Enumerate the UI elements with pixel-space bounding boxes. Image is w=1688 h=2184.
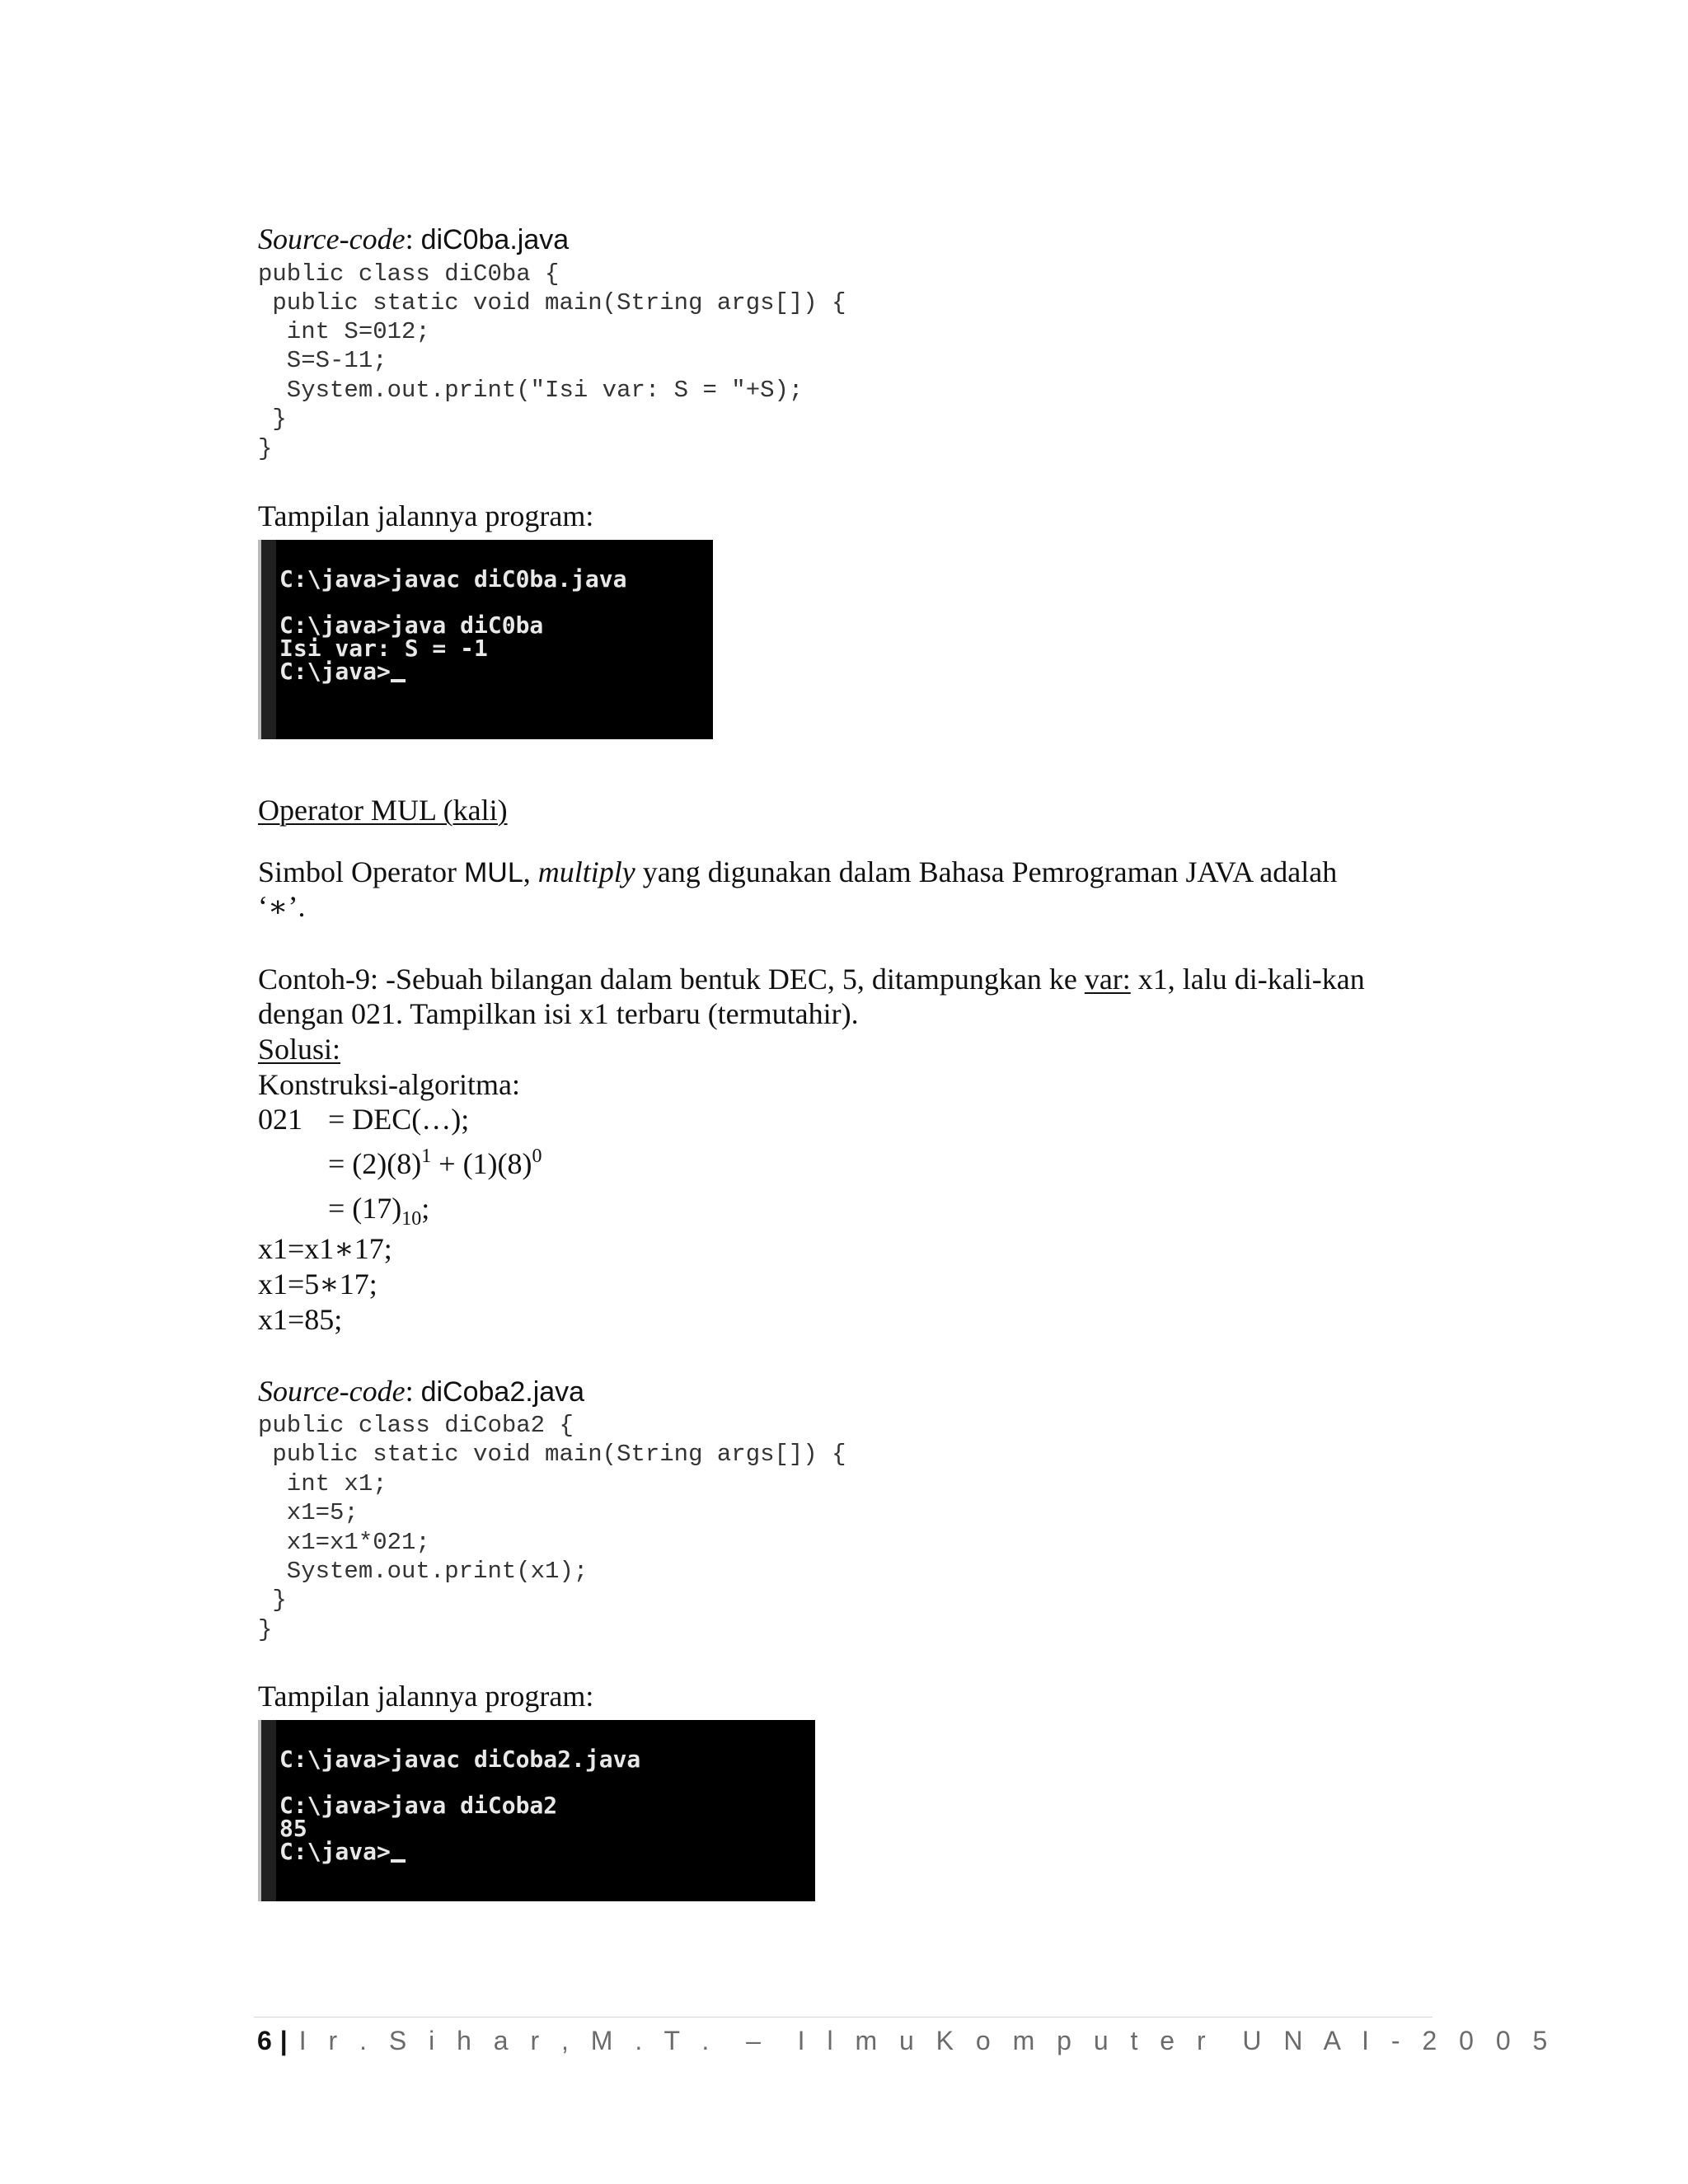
footer-divider [254, 2017, 1432, 2018]
code-line: public static void main(String args[]) { [258, 289, 846, 316]
source-caption-1 [258, 224, 569, 254]
code-line: int x1; [258, 1470, 387, 1497]
code-line: int S=012; [258, 318, 430, 345]
page-number: 6 [257, 2026, 272, 2055]
output-heading-1: Tampilan jalannya program: [258, 499, 594, 532]
algo-step [328, 1192, 430, 1230]
code-line: } [258, 1586, 287, 1614]
console-line: 85 [279, 1815, 307, 1842]
algo-step [328, 1146, 542, 1180]
console-line: Isi var: S = -1 [279, 635, 488, 662]
text-span: + (1)(8) [431, 1147, 532, 1180]
code-line: } [258, 1616, 273, 1643]
text-span: MUL [463, 857, 523, 888]
console-screenshot-2 [258, 1720, 815, 1901]
paragraph-line: dengan 021. Tampilkan isi x1 terbaru (termutahir). [258, 997, 859, 1030]
text-span: ; [421, 1192, 430, 1225]
superscript: 0 [532, 1146, 542, 1167]
console-prompt [279, 660, 406, 683]
code-line: public static void main(String args[]) { [258, 1441, 846, 1468]
console-line: C:\java>java diCoba2 [279, 1792, 558, 1819]
calc-line: x1=x1∗17; [258, 1232, 392, 1265]
console-line: C:\java>javac diCoba2.java [279, 1746, 641, 1773]
console-prompt [279, 1840, 406, 1863]
algo-step: = DEC(…); [328, 1103, 470, 1136]
text-span: yang digunakan dalam Bahasa Pemrograman JAVA adalah [635, 855, 1338, 888]
paragraph-line [258, 964, 1365, 994]
paragraph-line [258, 857, 1337, 887]
paragraph-line: ‘∗’. [258, 890, 306, 923]
footer-text: I r . S i h a r , M . T . – I l m u K o m p u t e r U N A I - 2 0 0 5 [298, 2026, 1555, 2055]
source-sep: : [405, 223, 414, 255]
source-filename: diC0ba.java [420, 224, 570, 255]
section-heading: Operator MUL (kali) [258, 794, 508, 827]
code-line: x1=5; [258, 1499, 359, 1526]
output-heading-2: Tampilan jalannya program: [258, 1680, 594, 1713]
prompt-text: C:\java> [279, 658, 391, 685]
konstruksi-label: Konstruksi-algoritma: [258, 1068, 520, 1101]
code-line: System.out.print("Isi var: S = "+S); [258, 377, 804, 404]
subscript: 10 [401, 1208, 422, 1230]
page-footer [257, 2026, 1554, 2056]
console-screenshot-1 [258, 540, 713, 739]
source-label: Source-code [258, 1375, 406, 1408]
cursor-icon [391, 1859, 406, 1863]
source-label: Source-code [258, 223, 406, 255]
code-line: } [258, 405, 287, 433]
text-span: = (17) [328, 1192, 402, 1225]
text-span: x1, lalu di-kali-kan [1130, 963, 1365, 996]
cursor-icon [391, 679, 406, 682]
calc-line: x1=85; [258, 1303, 343, 1336]
prompt-text: C:\java> [279, 1838, 391, 1865]
console-line: C:\java>java diC0ba [279, 612, 544, 639]
superscript: 1 [421, 1146, 432, 1167]
footer-separator: | [279, 2026, 288, 2055]
code-line: } [258, 435, 273, 462]
text-span: , [523, 855, 538, 888]
algo-step: 021 [258, 1103, 302, 1136]
code-line: S=S-11; [258, 347, 387, 374]
source-filename: diCoba2.java [420, 1376, 585, 1408]
text-span: = (2)(8) [328, 1147, 422, 1180]
source-sep: : [405, 1375, 414, 1408]
solusi-label: Solusi: [258, 1033, 341, 1066]
console-line: C:\java>javac diC0ba.java [279, 565, 627, 593]
text-span: multiply [537, 855, 635, 888]
code-line: x1=x1*021; [258, 1529, 430, 1556]
source-caption-2 [258, 1376, 584, 1406]
code-line: System.out.print(x1); [258, 1558, 588, 1585]
text-span: Contoh-9: -Sebuah bilangan dalam bentuk DEC, 5, ditampungkan ke [258, 963, 1085, 996]
code-line: public class diC0ba { [258, 260, 560, 288]
code-line: public class diCoba2 { [258, 1412, 574, 1439]
text-span: var: [1084, 963, 1131, 996]
calc-line: x1=5∗17; [258, 1268, 377, 1301]
text-span: Simbol Operator [258, 855, 464, 888]
